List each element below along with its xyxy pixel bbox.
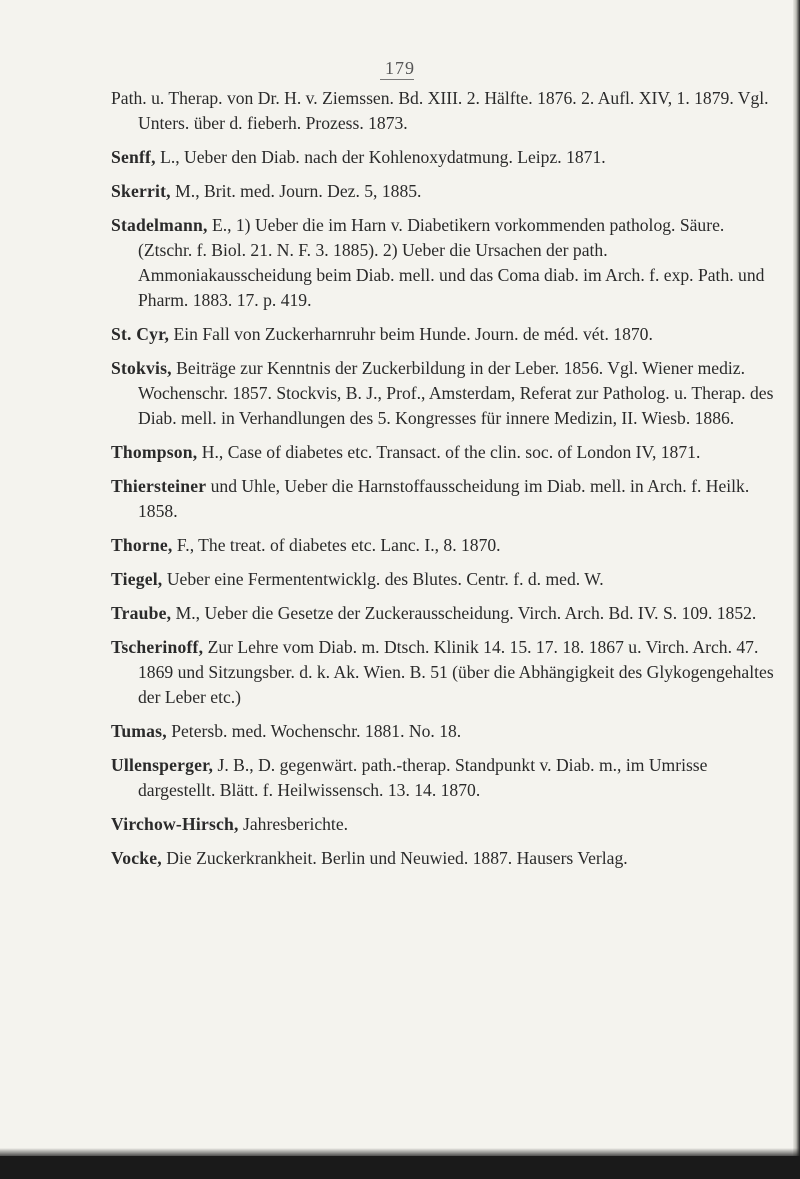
reference-entry xyxy=(111,145,781,170)
reference-text: H., Case of diabetes etc. Transact. of the clin. soc. of London IV, 1871. xyxy=(197,442,701,462)
reference-text: J. B., D. gegenwärt. path.-therap. Standpunkt v. Diab. m., im Umrisse dargestellt. Blätt. f. Heilwissensch. 13. 14. 1870. xyxy=(138,755,708,800)
reference-text: Beiträge zur Kenntnis der Zuckerbildung in der Leber. 1856. Vgl. Wiener mediz. Wochenschr. 1857. Stockvis, B. J., Prof., Amsterdam, Referat zur Patholog. u. Therap. des Diab. mell. in Verhandlungen des 5. Kongresses für innere Medizin, II. Wiesb. 1886. xyxy=(138,358,774,428)
reference-text: Ueber eine Fermententwicklg. des Blutes. Centr. f. d. med. W. xyxy=(162,569,604,589)
reference-text: Path. u. Therap. von Dr. H. v. Ziemssen. Bd. XIII. 2. Hälfte. 1876. 2. Aufl. XIV, 1. 1879. Vgl. Unters. über d. fieberh. Prozess. 1873. xyxy=(111,88,769,133)
reference-text: Zur Lehre vom Diab. m. Dtsch. Klinik 14. 15. 17. 18. 1867 u. Virch. Arch. 47. 1869 und Sitzungsber. d. k. Ak. Wien. B. 51 (über die Abhängigkeit des Glykogengehaltes der Leber etc.) xyxy=(138,637,774,707)
reference-entry xyxy=(111,356,781,431)
reference-text: Die Zuckerkrankheit. Berlin und Neuwied. 1887. Hausers Verlag. xyxy=(161,848,628,868)
reference-text: E., 1) Ueber die im Harn v. Diabetikern vorkommenden patholog. Säure. (Ztschr. f. Biol. 21. N. F. 3. 1885). 2) Ueber die Ursachen der path. Ammoniakausscheidung beim Diab. mell. und das Coma diab. im Arch. f. exp. Path. und Pharm. 1883. 17. p. 419. xyxy=(138,215,765,310)
reference-author: Thiersteiner xyxy=(111,476,207,496)
reference-entry xyxy=(111,474,781,524)
scan-right-edge xyxy=(793,0,800,1179)
reference-text: F., The treat. of diabetes etc. Lanc. I., 8. 1870. xyxy=(172,535,501,555)
reference-list xyxy=(111,86,781,880)
reference-author: St. Cyr, xyxy=(111,324,170,344)
scan-bottom-edge xyxy=(0,1156,800,1179)
reference-author: Senff, xyxy=(111,147,156,167)
reference-text: Ein Fall von Zuckerharnruhr beim Hunde. Journ. de méd. vét. 1870. xyxy=(169,324,653,344)
reference-entry xyxy=(111,533,781,558)
reference-text: und Uhle, Ueber die Harnstoffausscheidung im Diab. mell. in Arch. f. Heilk. 1858. xyxy=(138,476,750,521)
reference-text: M., Ueber die Gesetze der Zuckerausscheidung. Virch. Arch. Bd. IV. S. 109. 1852. xyxy=(171,603,757,623)
reference-entry xyxy=(111,322,781,347)
reference-text: M., Brit. med. Journ. Dez. 5, 1885. xyxy=(170,181,422,201)
reference-author: Skerrit, xyxy=(111,181,171,201)
reference-entry xyxy=(111,213,781,313)
reference-text: Petersb. med. Wochenschr. 1881. No. 18. xyxy=(166,721,462,741)
reference-author: Tiegel, xyxy=(111,569,163,589)
reference-entry xyxy=(111,440,781,465)
reference-entry xyxy=(111,601,781,626)
reference-author: Tumas, xyxy=(111,721,167,741)
reference-entry xyxy=(111,86,781,136)
reference-entry xyxy=(111,719,781,744)
reference-text: L., Ueber den Diab. nach der Kohlenoxydatmung. Leipz. 1871. xyxy=(155,147,606,167)
reference-text: Jahresberichte. xyxy=(238,814,349,834)
reference-author: Thorne, xyxy=(111,535,173,555)
reference-author: Stokvis, xyxy=(111,358,172,378)
reference-entry xyxy=(111,179,781,204)
reference-author: Virchow-Hirsch, xyxy=(111,814,239,834)
reference-author: Thompson, xyxy=(111,442,198,462)
scan-bottom-fade xyxy=(0,1148,800,1156)
reference-entry xyxy=(111,635,781,710)
reference-entry xyxy=(111,812,781,837)
reference-author: Tscherinoff, xyxy=(111,637,204,657)
reference-entry xyxy=(111,753,781,803)
reference-author: Vocke, xyxy=(111,848,162,868)
reference-entry xyxy=(111,567,781,592)
reference-author: Stadelmann, xyxy=(111,215,208,235)
reference-author: Traube, xyxy=(111,603,172,623)
header-rule xyxy=(380,79,414,80)
reference-author: Ullensperger, xyxy=(111,755,214,775)
reference-entry xyxy=(111,846,781,871)
page-number: 179 xyxy=(385,58,415,78)
